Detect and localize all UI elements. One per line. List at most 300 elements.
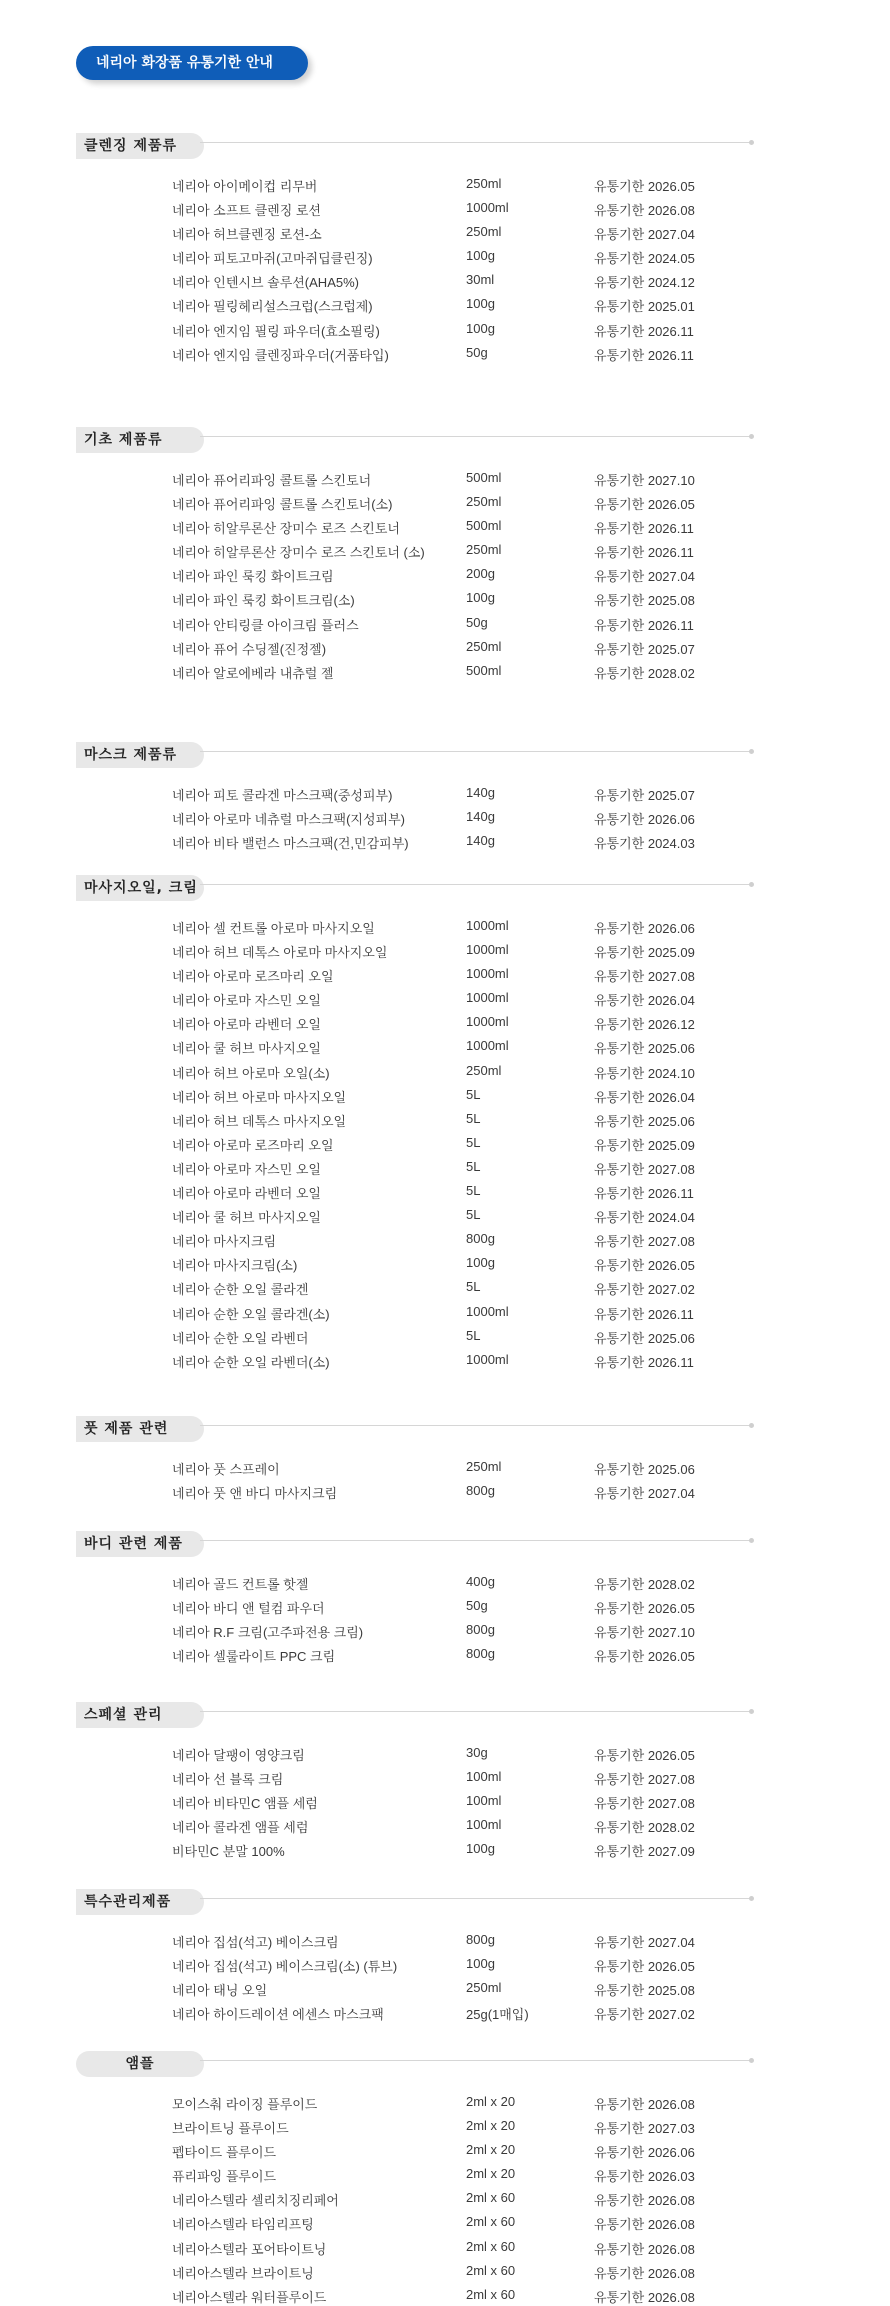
product-expiry: 유통기한 2027.03 (594, 2121, 695, 2137)
product-volume: 140g (466, 833, 495, 849)
product-row (0, 197, 890, 221)
product-volume: 25g(1매입) (466, 2007, 529, 2023)
product-expiry: 유통기한 2026.05 (594, 1649, 695, 1665)
product-expiry: 유통기한 2027.08 (594, 1234, 695, 1250)
product-row (0, 1060, 890, 1084)
product-expiry: 유통기한 2025.06 (594, 1113, 695, 1129)
product-name: 네리아 아로마 자스민 오일 (172, 1161, 321, 1177)
product-expiry: 유통기한 2026.03 (594, 2169, 695, 2185)
product-list (0, 1742, 890, 1862)
product-name: 브라이트닝 플루이드 (172, 2121, 289, 2137)
product-volume: 500ml (466, 662, 502, 678)
product-row (0, 1456, 890, 1480)
product-expiry: 유통기한 2027.04 (594, 1935, 695, 1950)
product-row (0, 660, 890, 684)
divider-end-dot (749, 2058, 754, 2063)
product-expiry: 유통기한 2027.10 (594, 473, 695, 488)
section-divider (200, 1711, 750, 1712)
product-row (0, 491, 890, 515)
product-row (0, 2236, 890, 2260)
section (0, 1702, 890, 1862)
product-expiry: 유통기한 2026.05 (594, 497, 695, 513)
product-volume: 250ml (466, 176, 502, 191)
product-name: 네리아 아로마 네츄럴 마스크팩(지성피부) (172, 812, 405, 828)
product-expiry: 유통기한 2026.08 (594, 2289, 695, 2305)
product-row (0, 2001, 890, 2025)
product-volume: 5L (466, 1086, 481, 1102)
product-row (0, 318, 890, 342)
product-list (0, 467, 890, 684)
product-volume: 5L (466, 1207, 481, 1223)
product-name: 네리아스텔라 워터플루이드 (172, 2289, 327, 2305)
product-volume: 100ml (466, 1769, 502, 1785)
product-expiry: 유통기한 2025.06 (594, 1462, 695, 1477)
product-row (0, 1228, 890, 1252)
product-row (0, 1790, 890, 1814)
product-name: 네리아 하이드레이션 에센스 마스크팩 (172, 2007, 384, 2023)
product-expiry: 유통기한 2026.11 (594, 323, 694, 339)
divider-end-dot (749, 434, 754, 439)
divider-end-dot (749, 882, 754, 887)
product-row (0, 2115, 890, 2139)
product-name: 네리아 태닝 오일 (172, 1983, 268, 1999)
product-name: 퓨리파잉 플루이드 (172, 2169, 277, 2185)
product-expiry: 유통기한 2026.08 (594, 2193, 695, 2209)
product-name: 네리아 퓨어 수딩젤(진정젤) (172, 641, 327, 657)
product-row (0, 2187, 890, 2211)
product-row (0, 2163, 890, 2187)
product-row (0, 539, 890, 563)
product-name: 네리아 필링헤리설스크럽(스크럽제) (172, 299, 373, 315)
product-name: 네리아 순한 오일 라벤더(소) (172, 1354, 330, 1370)
product-volume: 500ml (466, 518, 502, 534)
product-expiry: 유통기한 2024.03 (594, 836, 695, 852)
section-title: 기초 제품류 (76, 427, 204, 453)
product-expiry: 유통기한 2027.09 (594, 1844, 695, 1860)
product-name: 네리아스텔라 타임리프팅 (172, 2217, 314, 2233)
product-row (0, 342, 890, 366)
product-name: 네리아 퓨어리파잉 콜트롤 스킨토너(소) (172, 497, 393, 513)
product-volume: 100ml (466, 1793, 502, 1809)
product-name: 네리아 허브 아로마 오일(소) (172, 1065, 330, 1081)
product-volume: 250ml (466, 494, 502, 510)
product-volume: 2ml x 60 (466, 2214, 516, 2230)
product-name: 네리아 풋 앤 바디 마사지크림 (172, 1486, 338, 1502)
product-volume: 1000ml (466, 990, 509, 1006)
product-row (0, 1108, 890, 1132)
product-name: 네리아 파인 룩킹 화이트크림 (172, 569, 334, 585)
product-expiry: 유통기한 2027.04 (594, 569, 695, 585)
product-volume: 5L (466, 1134, 481, 1150)
product-expiry: 유통기한 2026.05 (594, 179, 695, 194)
product-expiry: 유통기한 2026.08 (594, 203, 695, 219)
product-name: 네리아스텔라 브라이트닝 (172, 2265, 314, 2281)
product-volume: 1000ml (466, 966, 509, 982)
section (0, 1889, 890, 2025)
product-row (0, 1571, 890, 1595)
product-volume: 30ml (466, 272, 495, 288)
product-volume: 1000ml (466, 1014, 509, 1030)
product-volume: 5L (466, 1158, 481, 1174)
product-volume: 30g (466, 1745, 488, 1760)
product-name: 네리아 허브 데톡스 마사지오일 (172, 1113, 347, 1129)
product-volume: 100g (466, 248, 495, 264)
product-row (0, 515, 890, 539)
divider-end-dot (749, 1709, 754, 1714)
product-expiry: 유통기한 2028.02 (594, 1577, 695, 1592)
section-divider (200, 436, 750, 437)
product-row (0, 806, 890, 830)
product-expiry: 유통기한 2024.05 (594, 251, 695, 267)
page-title: 네리아 화장품 유통기한 안내 (76, 46, 308, 80)
product-row (0, 2139, 890, 2163)
product-expiry: 유통기한 2026.08 (594, 2241, 695, 2257)
product-name: 네리아 소프트 클렌징 로션 (172, 203, 321, 219)
product-row (0, 939, 890, 963)
product-row (0, 636, 890, 660)
product-name: 네리아 아로마 라벤더 오일 (172, 1017, 321, 1033)
product-expiry: 유통기한 2026.05 (594, 1959, 695, 1975)
product-volume: 250ml (466, 1980, 502, 1996)
product-name: 네리아 비타민C 앰플 세럼 (172, 1796, 318, 1812)
product-name: 네리아 엔지임 필링 파우더(효소필링) (172, 323, 380, 339)
section (0, 133, 890, 366)
product-name: 네리아 피토 콜라겐 마스크팩(중성피부) (172, 788, 393, 803)
section-divider (200, 1540, 750, 1541)
product-name: 네리아 바디 앤 털컴 파우더 (172, 1601, 325, 1617)
product-row (0, 1276, 890, 1300)
product-expiry: 유통기한 2025.09 (594, 1137, 695, 1153)
product-volume: 100g (466, 1956, 495, 1972)
product-expiry: 유통기한 2027.02 (594, 1282, 695, 1298)
product-name: 네리아 R.F 크림(고주파전용 크림) (172, 1625, 364, 1641)
product-row (0, 963, 890, 987)
divider-end-dot (749, 1423, 754, 1428)
product-volume: 5L (466, 1110, 481, 1126)
product-volume: 250ml (466, 1459, 502, 1474)
product-row (0, 1977, 890, 2001)
product-list (0, 915, 890, 1373)
product-volume: 800g (466, 1231, 495, 1247)
product-expiry: 유통기한 2026.08 (594, 2265, 695, 2281)
product-row (0, 563, 890, 587)
product-row (0, 173, 890, 197)
product-name: 네리아 안티링클 아이크림 플러스 (172, 617, 359, 633)
section-title: 바디 관련 제품 (76, 1531, 204, 1557)
product-row (0, 1349, 890, 1373)
product-volume: 250ml (466, 542, 502, 558)
section-header (0, 133, 890, 159)
section-title: 마사지오일, 크림 (76, 875, 204, 901)
product-row (0, 1742, 890, 1766)
product-volume: 100g (466, 296, 495, 312)
product-row (0, 1011, 890, 1035)
product-expiry: 유통기한 2026.11 (594, 617, 694, 633)
product-expiry: 유통기한 2027.08 (594, 1796, 695, 1812)
product-volume: 140g (466, 809, 495, 825)
product-volume: 250ml (466, 638, 502, 654)
product-row (0, 782, 890, 806)
product-row (0, 1204, 890, 1228)
product-expiry: 유통기한 2026.04 (594, 1089, 695, 1105)
product-row (0, 1132, 890, 1156)
product-volume: 1000ml (466, 1351, 509, 1367)
product-expiry: 유통기한 2026.06 (594, 921, 695, 936)
product-name: 네리아 달팽이 영양크림 (172, 1748, 305, 1763)
product-list (0, 1456, 890, 1504)
product-expiry: 유통기한 2027.02 (594, 2007, 695, 2023)
section (0, 1416, 890, 1504)
product-expiry: 유통기한 2025.01 (594, 299, 695, 315)
product-name: 네리아 허브클렌징 로션-소 (172, 227, 322, 243)
product-volume: 2ml x 60 (466, 2286, 516, 2302)
product-expiry: 유통기한 2028.02 (594, 1820, 695, 1836)
product-row (0, 1595, 890, 1619)
product-volume: 250ml (466, 1062, 502, 1078)
product-expiry: 유통기한 2027.08 (594, 1772, 695, 1788)
product-expiry: 유통기한 2026.06 (594, 812, 695, 828)
product-volume: 100g (466, 590, 495, 606)
product-name: 네리아 인텐시브 솔루션(AHA5%) (172, 275, 359, 291)
product-expiry: 유통기한 2025.06 (594, 1041, 695, 1057)
product-name: 네리아 선 블록 크림 (172, 1772, 284, 1788)
product-name: 네리아 허브 아로마 마사지오일 (172, 1089, 347, 1105)
product-volume: 100g (466, 1255, 495, 1271)
product-volume: 2ml x 60 (466, 2190, 516, 2206)
product-volume: 5L (466, 1183, 481, 1199)
section-header (0, 1416, 890, 1442)
product-name: 네리아 쿨 허브 마사지오일 (172, 1041, 321, 1057)
section-header (0, 2051, 890, 2077)
product-list (0, 1929, 890, 2025)
product-expiry: 유통기한 2026.04 (594, 993, 695, 1009)
product-name: 네리아스텔라 포어타이트닝 (172, 2241, 327, 2257)
product-name: 네리아 파인 룩킹 화이트크림(소) (172, 593, 355, 609)
product-volume: 1000ml (466, 1038, 509, 1054)
product-name: 네리아 집섬(석고) 베이스크림 (172, 1935, 339, 1950)
section-divider (200, 884, 750, 885)
product-row (0, 1814, 890, 1838)
product-expiry: 유통기한 2026.08 (594, 2097, 695, 2112)
product-name: 모이스춰 라이징 플루이드 (172, 2097, 318, 2112)
product-row (0, 1156, 890, 1180)
product-volume: 2ml x 20 (466, 2094, 516, 2109)
product-row (0, 1838, 890, 1862)
product-row (0, 269, 890, 293)
product-list (0, 2091, 890, 2306)
product-row (0, 2260, 890, 2284)
product-name: 네리아 아로마 라벤더 오일 (172, 1186, 321, 1202)
product-name: 네리아스텔라 셀리치징리페어 (172, 2193, 339, 2209)
product-volume: 250ml (466, 224, 502, 240)
product-row (0, 1480, 890, 1504)
section (0, 1531, 890, 1667)
product-name: 네리아 순한 오일 콜라겐(소) (172, 1306, 330, 1322)
section (0, 2051, 890, 2306)
product-name: 네리아 셀 컨트롤 아로마 마사지오일 (172, 921, 375, 936)
product-name: 네리아 히알루론산 장미수 로즈 스킨토너 (172, 521, 400, 537)
product-expiry: 유통기한 2027.10 (594, 1625, 695, 1641)
product-row (0, 1643, 890, 1667)
product-row (0, 612, 890, 636)
section (0, 875, 890, 1373)
product-volume: 800g (466, 1646, 495, 1662)
product-expiry: 유통기한 2026.11 (594, 545, 694, 561)
product-name: 네리아 마사지크림(소) (172, 1258, 298, 1274)
product-row (0, 221, 890, 245)
product-expiry: 유통기한 2028.02 (594, 665, 695, 681)
product-name: 네리아 아로마 로즈마리 오일 (172, 969, 334, 985)
product-volume: 2ml x 20 (466, 2166, 516, 2182)
product-name: 네리아 엔지임 클렌징파우더(거품타입) (172, 347, 389, 363)
product-name: 네리아 순한 오일 콜라겐 (172, 1282, 309, 1298)
product-name: 비타민C 분말 100% (172, 1844, 285, 1860)
product-expiry: 유통기한 2024.12 (594, 275, 695, 291)
section-title: 클렌징 제품류 (76, 133, 204, 159)
product-name: 네리아 순한 오일 라벤더 (172, 1330, 309, 1346)
product-volume: 100ml (466, 1817, 502, 1833)
product-row (0, 915, 890, 939)
product-volume: 800g (466, 1622, 495, 1638)
section-title: 마스크 제품류 (76, 742, 204, 768)
product-volume: 5L (466, 1279, 481, 1295)
product-row (0, 1180, 890, 1204)
product-volume: 100g (466, 1841, 495, 1857)
section-header (0, 1702, 890, 1728)
product-expiry: 유통기한 2026.11 (594, 521, 694, 537)
product-row (0, 1766, 890, 1790)
product-volume: 1000ml (466, 200, 509, 216)
product-expiry: 유통기한 2026.05 (594, 1258, 695, 1274)
product-volume: 50g (466, 1598, 488, 1614)
product-name: 네리아 쿨 허브 마사지오일 (172, 1210, 321, 1226)
product-row (0, 1619, 890, 1643)
product-row (0, 1252, 890, 1276)
product-row (0, 2091, 890, 2115)
product-name: 네리아 콜라겐 앰플 세럼 (172, 1820, 309, 1836)
product-list (0, 782, 890, 854)
product-name: 네리아 허브 데톡스 아로마 마사지오일 (172, 945, 388, 961)
product-row (0, 2211, 890, 2235)
product-row (0, 830, 890, 854)
product-volume: 1000ml (466, 942, 509, 958)
product-expiry: 유통기한 2026.05 (594, 1601, 695, 1617)
product-row (0, 1035, 890, 1059)
section-divider (200, 1425, 750, 1426)
product-row (0, 1929, 890, 1953)
product-name: 네리아 아이메이컵 리무버 (172, 179, 318, 194)
product-name: 네리아 퓨어리파잉 콜트롤 스킨토너 (172, 473, 372, 488)
section-title: 특수관리제품 (76, 1889, 204, 1915)
product-name: 네리아 히알루론산 장미수 로즈 스킨토너 (소) (172, 545, 425, 561)
product-row (0, 2284, 890, 2306)
product-expiry: 유통기한 2027.04 (594, 227, 695, 243)
product-name: 네리아 아로마 로즈마리 오일 (172, 1137, 334, 1153)
section-header (0, 875, 890, 901)
section (0, 427, 890, 684)
product-expiry: 유통기한 2026.11 (594, 347, 694, 363)
section-header (0, 1889, 890, 1915)
product-volume: 100g (466, 320, 495, 336)
product-row (0, 987, 890, 1011)
product-volume: 2ml x 20 (466, 2142, 516, 2158)
section-title: 풋 제품 관련 (76, 1416, 204, 1442)
product-volume: 140g (466, 785, 495, 800)
product-volume: 50g (466, 344, 488, 360)
product-expiry: 유통기한 2026.12 (594, 1017, 695, 1033)
section-header (0, 427, 890, 453)
product-expiry: 유통기한 2026.11 (594, 1186, 694, 1202)
product-volume: 500ml (466, 470, 502, 485)
product-volume: 1000ml (466, 918, 509, 933)
product-expiry: 유통기한 2026.06 (594, 2145, 695, 2161)
product-expiry: 유통기한 2025.08 (594, 1983, 695, 1999)
product-row (0, 1953, 890, 1977)
product-volume: 800g (466, 1483, 495, 1499)
section-title: 스페셜 관리 (76, 1702, 204, 1728)
product-row (0, 587, 890, 611)
product-expiry: 유통기한 2026.11 (594, 1306, 694, 1322)
product-expiry: 유통기한 2025.08 (594, 593, 695, 609)
product-name: 네리아 골드 컨트롤 핫젤 (172, 1577, 309, 1592)
product-list (0, 173, 890, 366)
product-row (0, 245, 890, 269)
product-expiry: 유통기한 2027.04 (594, 1486, 695, 1502)
divider-end-dot (749, 749, 754, 754)
section-divider (200, 1898, 750, 1899)
product-expiry: 유통기한 2025.06 (594, 1330, 695, 1346)
product-row (0, 293, 890, 317)
product-name: 펩타이드 플루이드 (172, 2145, 277, 2161)
product-name: 네리아 마사지크림 (172, 1234, 277, 1250)
product-name: 네리아 아로마 자스민 오일 (172, 993, 321, 1009)
product-volume: 800g (466, 1932, 495, 1947)
section-divider (200, 2060, 750, 2061)
product-row (0, 467, 890, 491)
section-divider (200, 751, 750, 752)
product-volume: 200g (466, 566, 495, 582)
section-title: 앰플 (76, 2051, 204, 2077)
product-volume: 2ml x 20 (466, 2118, 516, 2134)
section (0, 742, 890, 854)
product-volume: 5L (466, 1327, 481, 1343)
product-name: 네리아 알로에베라 내츄럴 젤 (172, 665, 334, 681)
product-volume: 1000ml (466, 1303, 509, 1319)
product-expiry: 유통기한 2025.09 (594, 945, 695, 961)
product-expiry: 유통기한 2025.07 (594, 788, 695, 803)
product-name: 네리아 집섬(석고) 베이스크림(소) (튜브) (172, 1959, 398, 1975)
product-name: 네리아 비타 밸런스 마스크팩(건,민감피부) (172, 836, 409, 852)
divider-end-dot (749, 1896, 754, 1901)
product-volume: 400g (466, 1574, 495, 1589)
product-expiry: 유통기한 2027.08 (594, 969, 695, 985)
product-volume: 50g (466, 614, 488, 630)
divider-end-dot (749, 1538, 754, 1543)
product-expiry: 유통기한 2025.07 (594, 641, 695, 657)
product-expiry: 유통기한 2024.04 (594, 1210, 695, 1226)
product-name: 네리아 풋 스프레이 (172, 1462, 280, 1477)
divider-end-dot (749, 140, 754, 145)
product-volume: 2ml x 60 (466, 2238, 516, 2254)
section-header (0, 742, 890, 768)
product-expiry: 유통기한 2027.08 (594, 1161, 695, 1177)
product-name: 네리아 셀룰라이트 PPC 크림 (172, 1649, 336, 1665)
product-expiry: 유통기한 2026.05 (594, 1748, 695, 1763)
section-divider (200, 142, 750, 143)
product-expiry: 유통기한 2026.08 (594, 2217, 695, 2233)
product-volume: 2ml x 60 (466, 2262, 516, 2278)
product-row (0, 1084, 890, 1108)
